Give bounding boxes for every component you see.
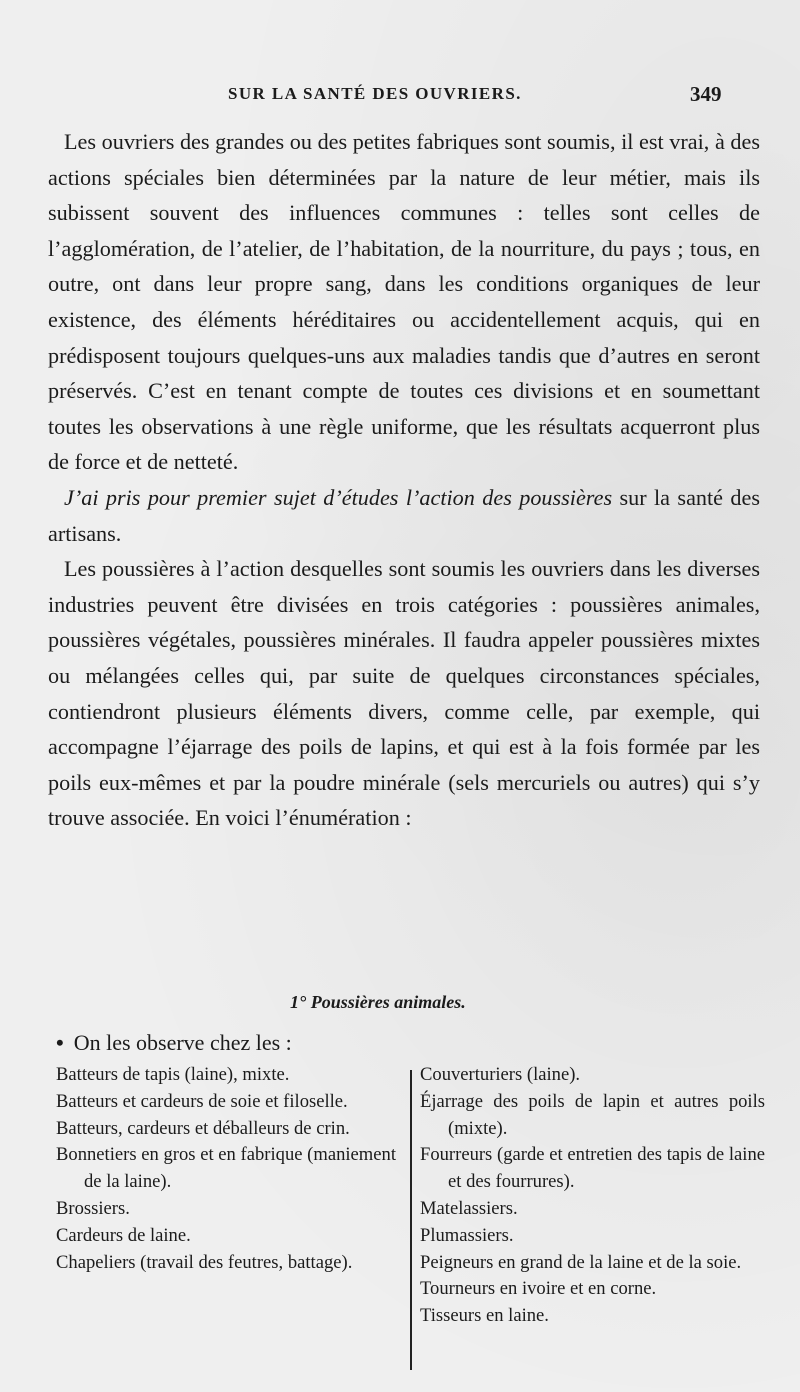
bullet-mark: • bbox=[56, 1030, 64, 1055]
study-subject-italic: J’ai pris pour premier sujet d’études l’action des poussières bbox=[64, 484, 613, 510]
list-item: Peigneurs en grand de la laine et de la soie. bbox=[420, 1251, 742, 1273]
paragraph-intro: Les ouvriers des grandes ou des petites fabriques sont soumis, il est vrai, à des actions spéciales bien déterminées par la nature de leur métier, mais ils subissent souvent des influences communes : telles sont celles de l’agglomération, de l’atelier, de l’habitation, de la nourriture, du pays ; tous, en outre, ont dans leur propre sang, dans les conditions organiques de leur existence, des éléments héréditaires ou accidentellement acquis, qui en prédisposent toujours quelques-uns aux maladies tandis que d’autres en seront préservés. C’est en tenant compte de toutes ces divisions et en soumettant toutes les observations à une règle uniforme, que les résultats acquerront plus de force et de netteté. bbox=[48, 129, 760, 475]
list-intro bbox=[56, 1030, 292, 1056]
page-number: 349 bbox=[690, 82, 722, 106]
trades-list bbox=[56, 1062, 776, 1374]
list-intro-text: On les observe chez les : bbox=[73, 1030, 292, 1055]
list-item: Fourreurs (garde et entretien des tapis de laine et des fourrures). bbox=[420, 1144, 765, 1193]
list-item: Cardeurs de laine. bbox=[56, 1224, 191, 1246]
trades-left-column bbox=[56, 1062, 396, 1276]
running-title: SUR LA SANTÉ DES OUVRIERS. bbox=[228, 84, 522, 103]
list-item: Batteurs, cardeurs et déballeurs de crin. bbox=[56, 1117, 350, 1139]
paragraph-study-subject bbox=[48, 480, 760, 551]
trades-right-column bbox=[420, 1062, 765, 1330]
list-item: Éjarrage des poils de lapin et autres poils (mixte). bbox=[420, 1090, 765, 1139]
list-item: Chapeliers (travail des feutres, battage). bbox=[56, 1251, 353, 1273]
list-item: Tourneurs en ivoire et en corne. bbox=[420, 1278, 657, 1300]
paragraph-categories: Les poussières à l’action desquelles sont soumis les ouvriers dans les diverses industries peuvent être divisées en trois catégories : poussières animales, poussières végétales, poussières minérales. Il faudra appeler poussières mixtes ou mélangées celles qui, par suite de quelques circonstances spéciales, contiendront plusieurs éléments divers, comme celle, par exemple, qui accompagne l’éjarrage des poils de lapins, et qui est à la fois formée par les poils eux-mêmes et par la poudre minérale (sels mercuriels ou autres) qui s’y trouve associée. En voici l’énumération : bbox=[48, 556, 760, 831]
list-item: Bonnetiers en gros et en fabrique (maniement de la laine). bbox=[56, 1144, 396, 1193]
column-divider bbox=[410, 1070, 412, 1370]
list-item: Matelassiers. bbox=[420, 1197, 518, 1219]
list-item: Batteurs et cardeurs de soie et filoselle. bbox=[56, 1090, 348, 1112]
list-item: Brossiers. bbox=[56, 1197, 130, 1219]
list-item: Plumassiers. bbox=[420, 1224, 514, 1246]
list-item: Tisseurs en laine. bbox=[420, 1305, 549, 1327]
list-item: Batteurs de tapis (laine), mixte. bbox=[56, 1064, 290, 1085]
page-header bbox=[0, 84, 800, 112]
body-text bbox=[48, 124, 760, 836]
section-heading: 1° Poussières animales. bbox=[290, 992, 466, 1012]
list-item: Couverturiers (laine). bbox=[420, 1064, 581, 1085]
study-subject-rest: sur la santé des artisans. bbox=[48, 484, 760, 546]
